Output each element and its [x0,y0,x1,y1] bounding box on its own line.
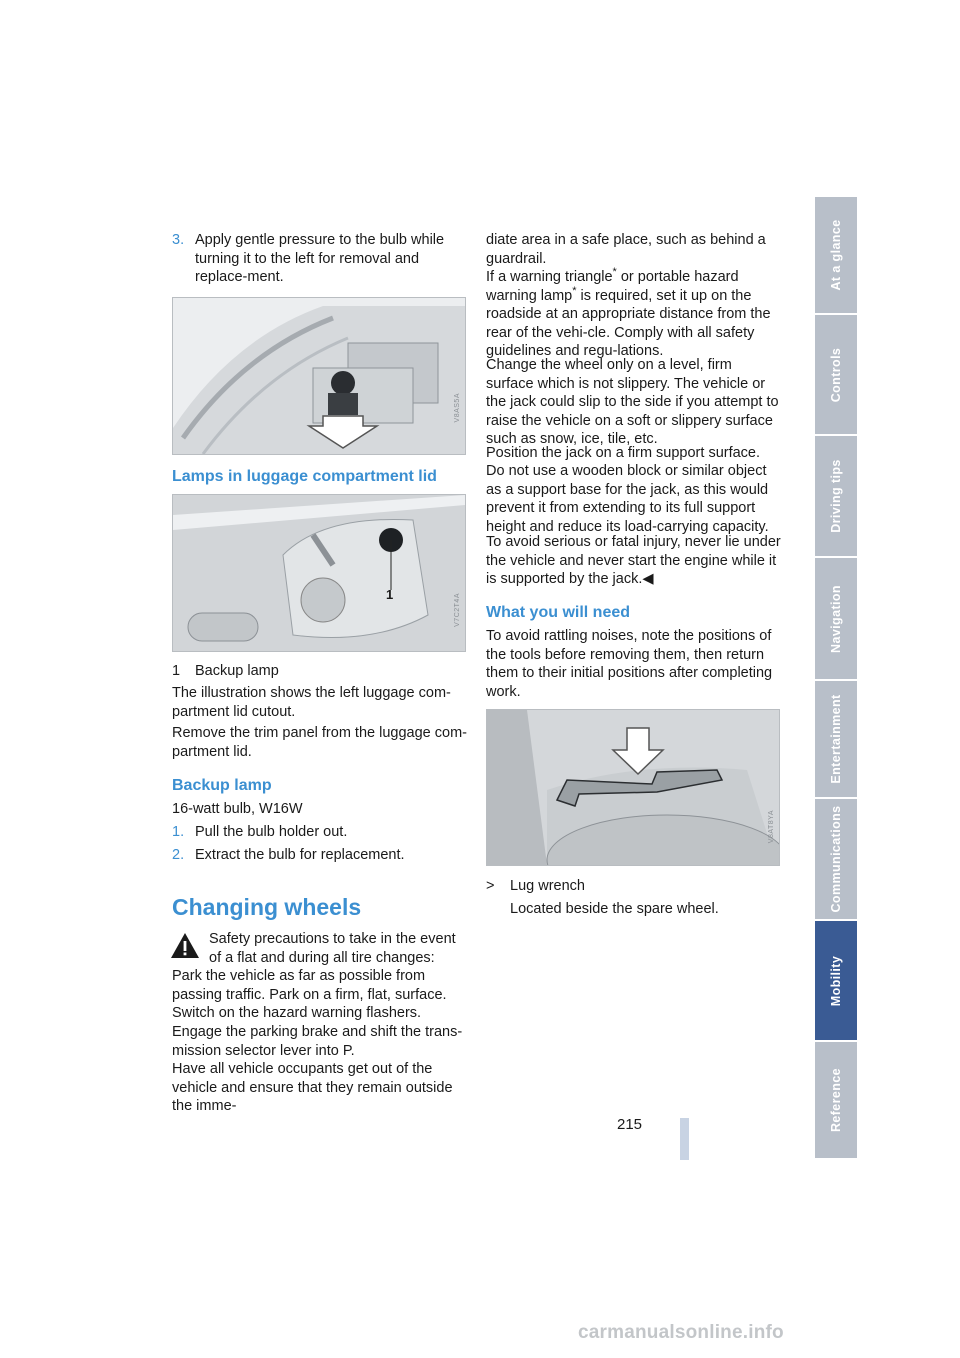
end-mark-icon: ◀ [642,571,654,588]
tab-reference[interactable] [815,1042,857,1160]
warning-continued: diate area in a safe place, such as behind a guardrail. [486,232,766,267]
tab-label: Navigation [829,584,843,653]
list-item-label: Lug wrench [510,878,585,894]
list-item [486,877,782,896]
figure-bulb-removal [172,297,466,455]
paragraph: The illustration shows the left luggage com-partment lid cutout. [172,685,451,720]
step-number: 1. [172,824,185,840]
tab-label: Controls [829,347,843,402]
figure-code: V7C2T4A [454,593,461,627]
figure-code: V8AT8YA [768,810,775,844]
warning-paragraph [486,533,782,589]
section-heading-backup-lamp: Backup lamp [172,777,272,794]
tab-label: Mobility [829,955,843,1006]
tab-label: At a glance [829,219,843,291]
warning-paragraph: Park the vehicle as far as possible from passing traffic. Park on a firm, flat, surface. Switch on the hazard warning flashers. [172,968,447,1022]
figure-lug-wrench [486,709,780,866]
figure-code: V8AS5A [454,393,461,423]
text-run: or portable hazard warning lamp [486,269,739,304]
page-marker [680,1118,689,1160]
legend-item [172,662,468,681]
tab-driving-tips[interactable] [815,436,857,558]
tab-label: Entertainment [829,694,843,784]
step-text: Extract the bulb for replacement. [195,847,405,863]
chapter-tabs [815,197,857,1160]
watermark: carmanualsonline.info [578,1322,784,1343]
section-heading-lamps: Lamps in luggage compartment lid [172,468,437,485]
figure-callout-1: 1 [386,587,394,602]
warning-paragraph: Have all vehicle occupants get out of the vehicle and ensure that they remain outside the imme- [172,1061,453,1115]
step-number: 2. [172,847,185,863]
bulb-spec: 16-watt bulb, W16W [172,801,303,817]
bullet-icon: > [486,878,495,894]
step-text: Apply gentle pressure to the bulb while turning it to the left for removal and replace-ment. [195,232,445,286]
tab-controls[interactable] [815,315,857,436]
optional-equipment-star: * [612,266,617,279]
tab-navigation[interactable] [815,558,857,681]
page-section-title: Changing wheels [172,894,362,920]
warning-paragraph: Position the jack on a firm support surface. [486,445,761,461]
section-heading-what-you-need: What you will need [486,604,631,621]
step-2 [172,846,468,865]
step-number: 3. [172,232,185,248]
optional-equipment-star: * [572,284,577,297]
list-item-note: Located beside the spare wheel. [510,901,719,917]
warning-paragraph: Do not use a wooden block or similar object as a support base for the jack, as this would prevent it from extending to its full support height and reduce its load-carrying capacity. [486,463,769,535]
warning-paragraph [486,268,782,361]
step-3 [172,231,468,287]
warning-paragraph: Change the wheel only on a level, firm surface which is not slippery. The vehicle or the jack could slip to the side if you attempt to raise the vehicle on a soft or slippery surface such as snow, ice, tile, etc. [486,357,779,448]
figure-luggage-lid-illustration [173,495,465,651]
warning-intro: Safety precautions to take in the event of a flat and during all tire changes: [209,931,456,966]
tab-entertainment[interactable] [815,681,857,799]
step-text: Pull the bulb holder out. [195,824,348,840]
tab-label: Communications [829,805,843,913]
figure-lug-wrench-illustration [487,710,779,865]
step-1 [172,823,468,842]
tab-communications[interactable] [815,799,857,921]
figure-bulb-removal-illustration [173,298,465,454]
legend-text: Backup lamp [195,663,279,679]
warning-icon [170,932,200,959]
paragraph: To avoid rattling noises, note the positions of the tools before removing them, then return them to their initial positions after completing work. [486,628,773,700]
text-run: To avoid serious or fatal injury, never lie under the vehicle and never start the engine while it is supported by the jack. [486,534,781,588]
tab-label: Driving tips [829,459,843,533]
tab-label: Reference [829,1067,843,1133]
text-run: is required, set it up on the roadside at an appropriate distance from the rear of the vehi-cle. Comply with all safety guidelines and regu-lations. [486,287,771,360]
legend-number: 1 [172,663,181,679]
tab-mobility[interactable] [815,921,857,1042]
paragraph: Remove the trim panel from the luggage com-partment lid. [172,725,467,760]
text-run: If a warning triangle [486,269,613,285]
page-number: 215 [617,1116,643,1133]
figure-luggage-lid [172,494,466,652]
tab-at-a-glance[interactable] [815,197,857,315]
warning-paragraph: Engage the parking brake and shift the trans-mission selector lever into P. [172,1024,463,1059]
